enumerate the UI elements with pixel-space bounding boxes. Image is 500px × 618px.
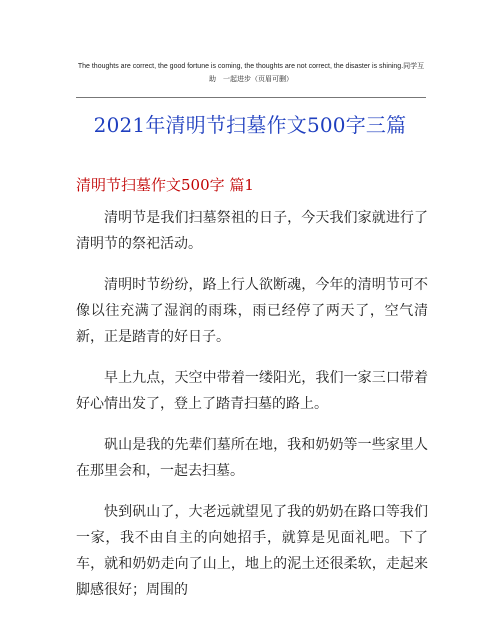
- paragraph-1: 清明节是我们扫墓祭祖的日子，今天我们家就进行了清明节的祭祀活动。: [76, 210, 428, 252]
- paragraph-2: 清明时节纷纷，路上行人欲断魂，今年的清明节可不像以往充满了湿润的雨珠，雨已经停了两天了，空气清新，正是踏青的好日子。: [76, 277, 428, 345]
- document-body: [76, 205, 428, 618]
- header-divider: [76, 97, 426, 98]
- paragraph-4: 矾山是我的先辈们墓所在地，我和奶奶等一些家里人在那里会和，一起去扫墓。: [76, 437, 428, 479]
- paragraph-5: 快到矾山了，大老远就望见了我的奶奶在路口等我们一家，我不由自主的向她招手，就算是见面礼吧。下了车，就和奶奶走向了山上，地上的泥土还很柔软，走起来脚感很好；周围的: [76, 504, 428, 598]
- header-line-1: The thoughts are correct, the good fortune is coming, the thoughts are not correct, the disaster is shining.同学互: [77, 63, 425, 70]
- document-title: 2021年清明节扫墓作文500字三篇: [93, 113, 407, 137]
- section-heading: 清明节扫墓作文500字 篇1: [76, 176, 254, 194]
- paragraph-3: 早上九点，天空中带着一缕阳光，我们一家三口带着好心情出发了，登上了踏青扫墓的路上。: [76, 370, 428, 412]
- page-header: [70, 60, 432, 86]
- header-line-2: 助 一起进步（页眉可删）: [209, 76, 293, 83]
